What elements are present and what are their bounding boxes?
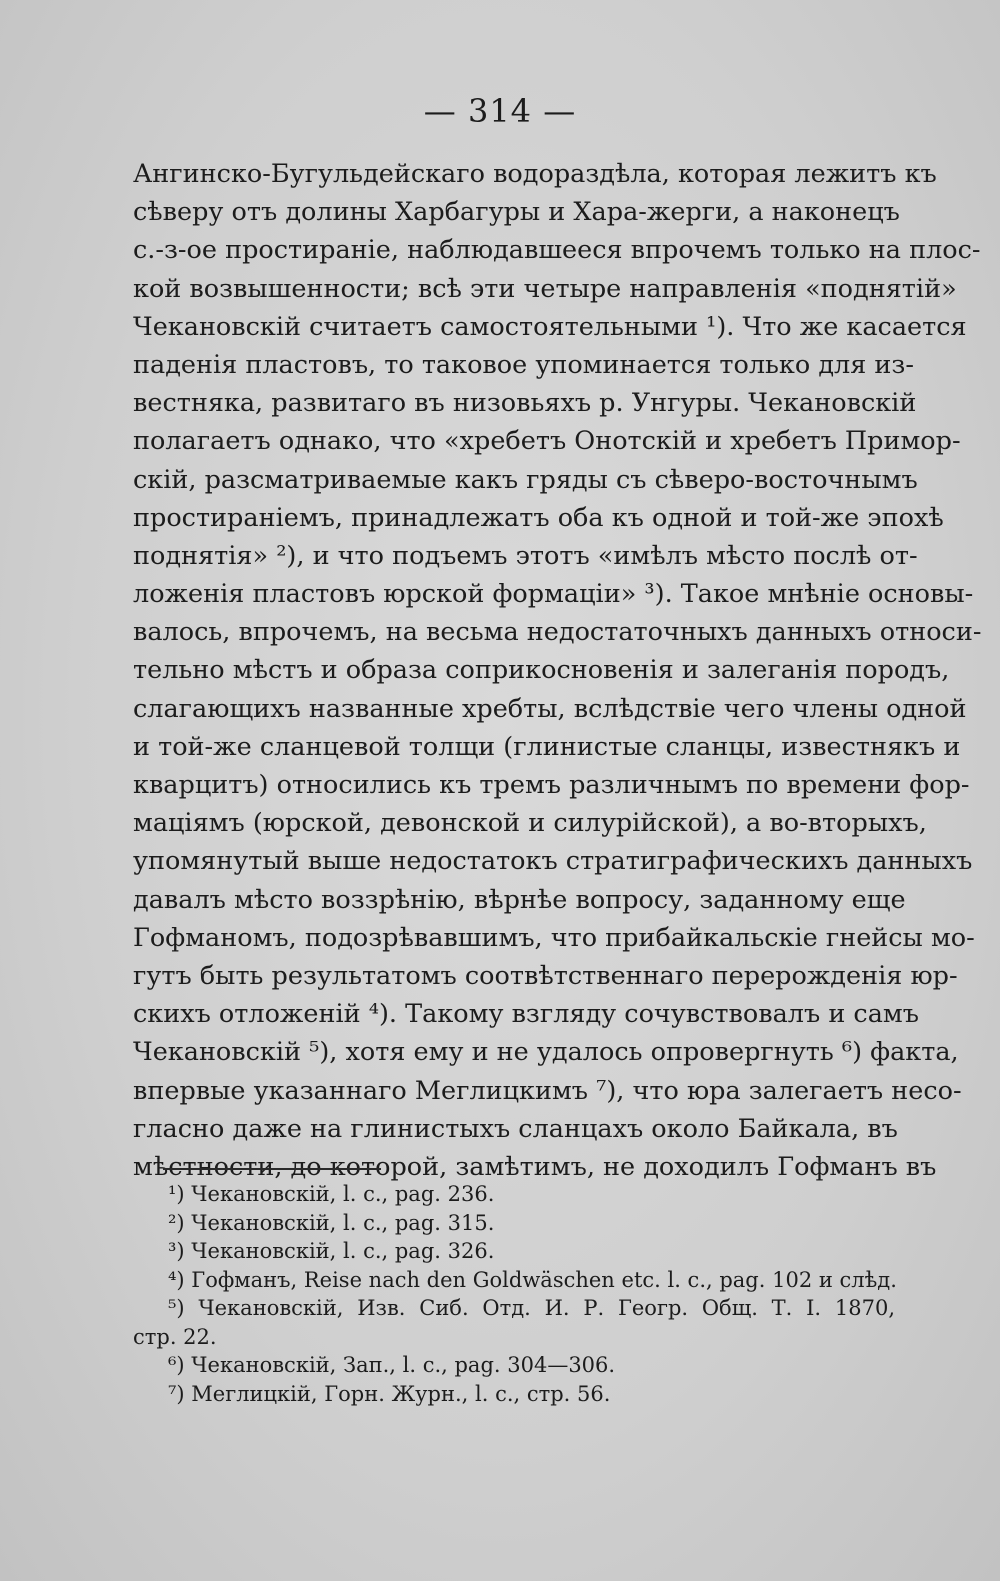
footnote: ⁷) Меглицкій, Горн. Журн., l. c., стр. 56. (168, 1381, 611, 1406)
footnote: ³) Чекановскій, l. c., pag. 326. (168, 1239, 495, 1263)
text-line: кварцитъ) относились къ тремъ различнымъ по времени фор- (133, 770, 970, 800)
text-line: вестняка, развитаго въ низовьяхъ р. Унгуры. Чекановскій (133, 388, 917, 419)
text-line: с.-з-ое простираніе, наблюдавшееся впрочемъ только на плос- (133, 235, 981, 266)
body-text (133, 155, 982, 1186)
page-number: — 314 — (423, 92, 577, 130)
footnotes (133, 1180, 895, 1408)
text-line: валось, впрочемъ, на весьма недостаточныхъ данныхъ относи- (133, 617, 982, 648)
footnote-divider (163, 1168, 381, 1170)
text-line: кой возвышенности; всѣ эти четыре направленія «поднятій» (133, 273, 957, 304)
text-line: простираніемъ, принадлежатъ оба къ одной и той-же эпохѣ (133, 502, 944, 533)
text-line: Ангинско-Бугульдейскаго водораздѣла, которая лежитъ къ (133, 159, 937, 189)
text-line: Чекановскій ⁵), хотя ему и не удалось опровергнуть ⁶) факта, (133, 1037, 959, 1068)
text-line: впервые указаннаго Меглицкимъ ⁷), что юра залегаетъ несо- (133, 1075, 962, 1106)
text-line: сѣверу отъ долины Харбагуры и Хара-жерги, а наконецъ (133, 197, 900, 228)
text-line: Гофманомъ, подозрѣвавшимъ, что прибайкальскіе гнейсы мо- (133, 922, 975, 953)
text-line: ложенія пластовъ юрской формаціи» ³). Такое мнѣніе основы- (133, 579, 974, 610)
text-line: и той-же сланцевой толщи (глинистые сланцы, известнякъ и (133, 731, 961, 762)
footnote: ¹) Чекановскій, l. c., pag. 236. (168, 1182, 495, 1206)
text-line: мѣстности, до которой, замѣтимъ, не доходилъ Гофманъ въ (133, 1151, 937, 1182)
text-line: маціямъ (юрской, девонской и силурійской), а во-вторыхъ, (133, 808, 927, 839)
text-line: поднятія» ²), и что подъемъ этотъ «имѣлъ мѣсто послѣ от- (133, 540, 918, 571)
text-line: слагающихъ названные хребты, вслѣдствіе чего члены одной (133, 693, 967, 724)
footnote: ⁴) Гофманъ, Reise nach den Goldwäschen etc. l. c., pag. 102 и слѣд. (168, 1267, 897, 1292)
footnote: ²) Чекановскій, l. c., pag. 315. (168, 1210, 495, 1235)
text-line: гласно даже на глинистыхъ сланцахъ около Байкала, въ (133, 1113, 898, 1144)
text-line: скихъ отложеній ⁴). Такому взгляду сочувствовалъ и самъ (133, 999, 919, 1030)
footnote-continuation: стр. 22. (133, 1324, 217, 1349)
text-line: упомянутый выше недостатокъ стратиграфическихъ данныхъ (133, 846, 973, 877)
footnote: ⁶) Чекановскій, Зап., l. c., pag. 304—306. (168, 1353, 616, 1377)
text-line: тельно мѣстъ и образа соприкосновенія и залеганія породъ, (133, 655, 950, 686)
text-line: скій, разсматриваемые какъ гряды съ сѣверо-восточнымъ (133, 464, 918, 495)
footnote: ⁵) Чекановскій, Изв. Сиб. Отд. И. Р. Геогр. Общ. Т. I. 1870, (168, 1296, 895, 1320)
text-line: гутъ быть результатомъ соотвѣтственнаго перерожденія юр- (133, 960, 958, 991)
text-line: Чекановскій считаетъ самостоятельными ¹). Что же касается (133, 311, 967, 342)
text-line: паденія пластовъ, то таковое упоминается только для из- (133, 349, 914, 380)
text-line: давалъ мѣсто воззрѣнію, вѣрнѣе вопросу, заданному еще (133, 884, 906, 915)
text-line: полагаетъ однако, что «хребетъ Онотскій и хребетъ Примор- (133, 426, 961, 457)
